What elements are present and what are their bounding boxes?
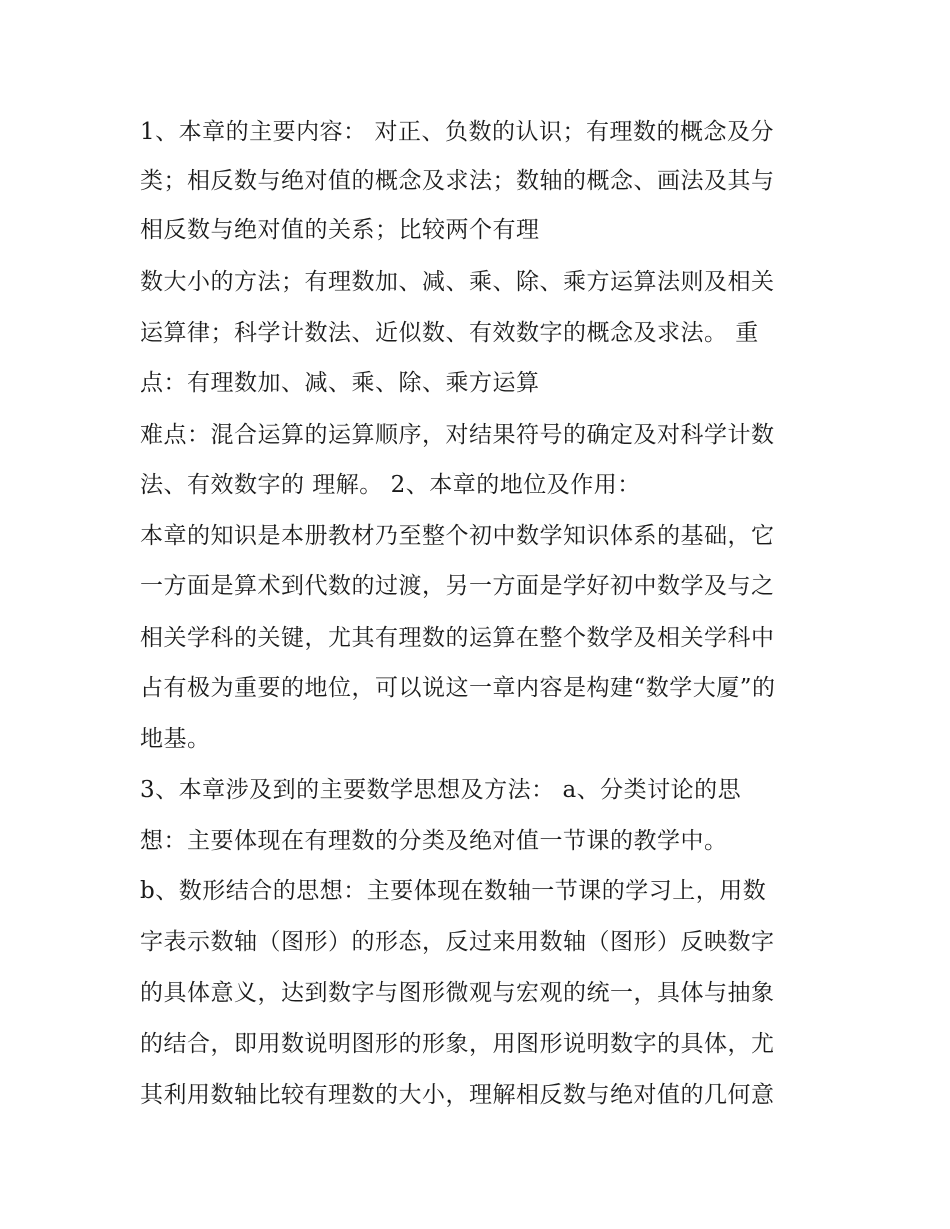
text-line: 运算律；科学计数法、近似数、有效数字的概念及求法。 重: [140, 320, 759, 346]
text-line: 法、有效数字的 理解。 2、本章的地位及作用：: [140, 472, 641, 498]
text-line: 类；相反数与绝对值的概念及求法；数轴的概念、画法及其与: [140, 168, 775, 194]
text-line: 一方面是算术到代数的过渡，另一方面是学好初中数学及与之: [140, 573, 775, 599]
text-line: 数大小的方法；有理数加、减、乘、除、乘方运算法则及相关: [140, 269, 775, 295]
text-line: 相关学科的关键，尤其有理数的运算在整个数学及相关学科中: [140, 625, 775, 651]
text-line: 本章的知识是本册教材乃至整个初中数学知识体系的基础，它: [140, 523, 775, 549]
text-line: 的结合，即用数说明图形的形象，用图形说明数字的具体，尤: [140, 1031, 775, 1057]
text-line: 想：主要体现在有理数的分类及绝对值一节课的教学中。: [140, 828, 728, 854]
text-line: 地基。: [140, 726, 211, 752]
text-line: 的具体意义，达到数字与图形微观与宏观的统一，具体与抽象: [140, 980, 775, 1006]
text-line: 难点：混合运算的运算顺序，对结果符号的确定及对科学计数: [140, 422, 775, 448]
text-line: b、数形结合的思想：主要体现在数轴一节课的学习上，用数: [140, 878, 767, 904]
text-line: 相反数与绝对值的关系；比较两个有理: [140, 217, 540, 243]
text-line: 字表示数轴（图形）的形态，反过来用数轴（图形）反映数字: [140, 929, 775, 955]
text-line: 占有极为重要的地位，可以说这一章内容是构建“数学大厦”的: [140, 675, 776, 701]
text-line: 3、本章涉及到的主要数学思想及方法： a、分类讨论的思: [140, 777, 742, 803]
text-line: 1、本章的主要内容： 对正、负数的认识；有理数的概念及分: [140, 119, 774, 145]
text-line: 其利用数轴比较有理数的大小，理解相反数与绝对值的几何意: [140, 1082, 775, 1108]
text-line: 点：有理数加、减、乘、除、乘方运算: [140, 370, 540, 396]
